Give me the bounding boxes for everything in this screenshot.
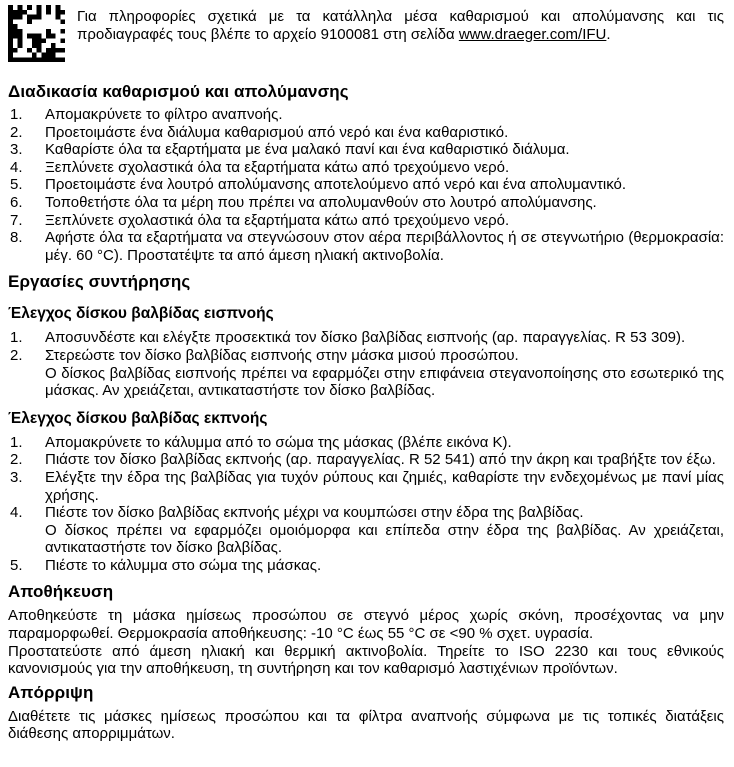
step-number: 2. <box>10 346 23 364</box>
intro-paragraph <box>77 8 724 62</box>
step-text <box>45 347 724 400</box>
step-number: 3. <box>10 141 23 159</box>
step-item <box>8 504 724 557</box>
step-item <box>8 434 724 452</box>
section-title-cleaning: Διαδικασία καθαρισμού και απολύμανσης <box>8 82 349 101</box>
step-item <box>8 194 724 212</box>
step-main-text: Στερεώστε τον δίσκο βαλβίδας εισπνοής στην μάσκα μισού προσώπου. <box>45 346 519 364</box>
step-item <box>8 451 724 469</box>
step-number: 2. <box>10 451 23 469</box>
step-item <box>8 229 724 264</box>
intro-block <box>8 4 724 62</box>
step-number: 2. <box>10 123 23 141</box>
step-text: Αφήστε όλα τα εξαρτήματα να στεγνώσουν στον αέρα περιβάλλοντος ή σε στεγνωτήριο (θερμοκρασία: μέγ. 60 °C). Προστατέψτε τα από άμεση ηλιακή ακτινοβολία. <box>45 229 724 264</box>
subsection-title-exhalation-valve: Έλεγχος δίσκου βαλβίδας εκπνοής <box>8 409 268 427</box>
step-note: Ο δίσκος βαλβίδας εισπνοής πρέπει να εφαρμόζει στην επιφάνεια στεγανοποίησης στο εσωτερικό της μάσκας. Αν χρειάζεται, αντικαταστήστε τον δίσκο βαλβίδας. <box>45 364 724 400</box>
step-number: 1. <box>10 433 23 451</box>
step-text: Προετοιμάστε ένα λουτρό απολύμανσης αποτελούμενο από νερό και ένα απολυμαντικό. <box>45 176 627 194</box>
storage-paragraph-2: Προστατεύστε από άμεση ηλιακή και θερμική ακτινοβολία. Τηρείτε το ISO 2230 και τους εθνικούς κανονισμούς για την αποθήκευση, τη συντήρηση και τον καθαρισμό λαστιχένιων προϊόντων. <box>8 642 724 678</box>
step-number: 1. <box>10 106 23 123</box>
step-item <box>8 329 724 347</box>
cleaning-steps-list <box>8 106 724 264</box>
step-item <box>8 159 724 177</box>
step-text: Ξεπλύνετε σχολαστικά όλα τα εξαρτήματα κάτω από τρεχούμενο νερό. <box>45 211 510 229</box>
subsection-title-inhalation-valve: Έλεγχος δίσκου βαλβίδας εισπνοής <box>8 305 274 323</box>
step-text: Ελέγξτε την έδρα της βαλβίδας για τυχόν ρύπους και ζημιές, καθαρίστε την ενδεχομένως με πανί μίας χρήσης. <box>45 468 724 504</box>
step-note: Ο δίσκος πρέπει να εφαρμόζει ομοιόμορφα και επίπεδα στην έδρα της βαλβίδας. Αν χρειάζεται, αντικαταστήστε τον δίσκο βαλβίδας. <box>45 521 724 557</box>
intro-text: Για πληροφορίες σχετικά με τα κατάλληλα μέσα καθαρισμού και απολύμανσης και τις προδιαγραφές τους βλέπε το αρχείο 9100081 στη σελίδα <box>77 8 724 43</box>
intro-text-end: . <box>606 25 611 43</box>
step-item <box>8 557 724 575</box>
section-title-maintenance: Εργασίες συντήρησης <box>8 272 191 292</box>
step-main-text: Πιέστε τον δίσκο βαλβίδας εκπνοής μέχρι να κουμπώσει στην έδρα της βαλβίδας. <box>45 504 584 522</box>
step-text: Αποσυνδέστε και ελέγξτε προσεκτικά τον δίσκο βαλβίδας εισπνοής (αρ. παραγγελίας. R 53 309). <box>45 329 686 347</box>
step-text: Απομακρύνετε το φίλτρο αναπνοής. <box>45 106 283 123</box>
step-text: Απομακρύνετε το κάλυμμα από το σώμα της μάσκας (βλέπε εικόνα K). <box>45 433 512 451</box>
step-number: 4. <box>10 158 23 176</box>
step-text: Πιέστε το κάλυμμα στο σώμα της μάσκας. <box>45 556 322 574</box>
step-item <box>8 347 724 400</box>
data-matrix-icon <box>8 5 65 62</box>
step-text: Τοποθετήστε όλα τα μέρη που πρέπει να απολυμανθούν στο λουτρό απολύμανσης. <box>45 193 597 211</box>
step-item <box>8 212 724 230</box>
step-number: 6. <box>10 193 23 211</box>
step-text: Ξεπλύνετε σχολαστικά όλα τα εξαρτήματα κάτω από τρεχούμενο νερό. <box>45 158 510 176</box>
step-item <box>8 124 724 142</box>
step-number: 3. <box>10 468 23 486</box>
step-number: 1. <box>10 329 23 347</box>
step-item <box>8 469 724 504</box>
step-text <box>45 504 724 557</box>
step-number: 5. <box>10 556 23 574</box>
inhalation-steps-list <box>8 329 724 399</box>
step-text: Προετοιμάστε ένα διάλυμα καθαρισμού από νερό και ένα καθαριστικό. <box>45 123 509 141</box>
ifu-link[interactable]: www.draeger.com/IFU <box>458 25 607 43</box>
section-title-disposal: Απόρριψη <box>8 682 94 702</box>
step-number: 7. <box>10 211 23 229</box>
step-text: Πιάστε τον δίσκο βαλβίδας εκπνοής (αρ. παραγγελίας. R 52 541) από την άκρη και τραβήξτε τον έξω. <box>45 451 716 469</box>
disposal-paragraph: Διαθέτετε τις μάσκες ημίσεως προσώπου και τα φίλτρα αναπνοής σύμφωνα με τις τοπικές διατάξεις διάθεσης απορριμμάτων. <box>8 707 724 743</box>
step-number: 4. <box>10 504 23 522</box>
storage-paragraph-1: Αποθηκεύστε τη μάσκα ημίσεως προσώπου σε στεγνό μέρος χωρίς σκόνη, προσέχοντας να μην παραμορφωθεί. Θερμοκρασία αποθήκευσης: -10 °C έως 55 °C σε <90 % σχετ. υγρασία. <box>8 607 724 643</box>
step-number: 8. <box>10 229 23 247</box>
step-number: 5. <box>10 176 23 194</box>
exhalation-steps-list <box>8 434 724 575</box>
step-item <box>8 141 724 159</box>
section-title-storage: Αποθήκευση <box>8 582 114 602</box>
step-item <box>8 106 724 124</box>
step-item <box>8 176 724 194</box>
step-text: Καθαρίστε όλα τα εξαρτήματα με ένα μαλακό πανί και ένα καθαριστικό διάλυμα. <box>45 141 570 159</box>
